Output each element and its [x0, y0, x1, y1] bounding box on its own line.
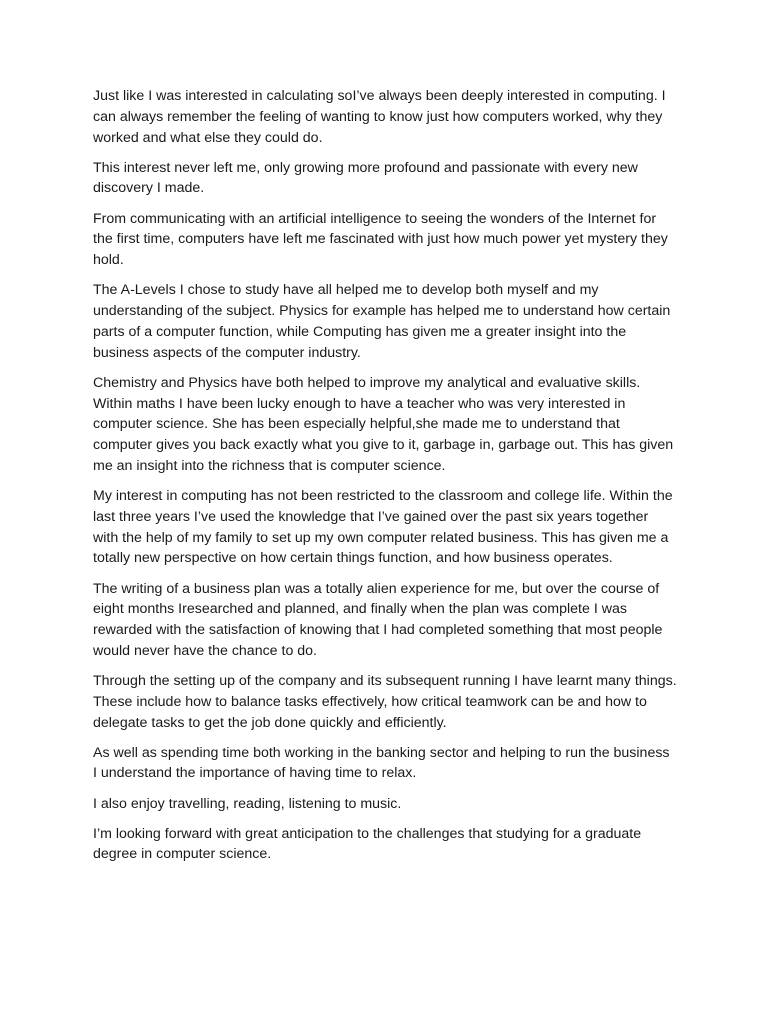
paragraph-4: The A-Levels I chose to study have all helped me to develop both myself and my understanding of the subject. Physics for example has helped me to understand how certain parts of a computer function, while Computing has given me a greater insight into the business aspects of the computer industry. [93, 282, 671, 361]
paragraph-8: Through the setting up of the company and its subsequent running I have learnt many things. These include how to balance tasks effectively, how critical teamwork can be and how to delegate tasks to get the job done quickly and efficiently. [93, 673, 677, 731]
paragraph-6: My interest in computing has not been restricted to the classroom and college life. Within the last three years I’ve used the knowledge that I’ve gained over the past six years together with the help of my family to set up my own computer related business. This has given me a totally new perspective on how certain things function, and how business operates. [93, 488, 673, 567]
paragraph-9: As well as spending time both working in the banking sector and helping to run the business I understand the importance of having time to relax. [93, 744, 670, 782]
document-body [93, 86, 677, 875]
paragraph-3: From communicating with an artificial intelligence to seeing the wonders of the Internet for the first time, computers have left me fascinated with just how much power yet mystery they hold. [93, 210, 668, 269]
paragraph-5: Chemistry and Physics have both helped to improve my analytical and evaluative skills. Within maths I have been lucky enough to have a teacher who was very interested in computer science. She has been especially helpful,she made me to understand that computer gives you back exactly what you give to it, garbage in, garbage out. This has given me an insight into the richness that is computer science. [93, 374, 674, 474]
paragraph-10: I also enjoy travelling, reading, listening to music. [93, 795, 402, 812]
paragraph-7: The writing of a business plan was a totally alien experience for me, but over the course of eight months Iresearched and planned, and finally when the plan was complete I was rewarded with the satisfaction of knowing that I had completed something that most people would never have the chance to do. [93, 580, 663, 659]
paragraph-11: I’m looking forward with great anticipation to the challenges that studying for a graduate degree in computer science. [93, 825, 642, 863]
paragraph-2: This interest never left me, only growing more profound and passionate with every new discovery I made. [93, 159, 638, 197]
paragraph-1: Just like I was interested in calculating soI’ve always been deeply interested in computing. I can always remember the feeling of wanting to know just how computers worked, why they worked and what else they could do. [93, 88, 666, 146]
